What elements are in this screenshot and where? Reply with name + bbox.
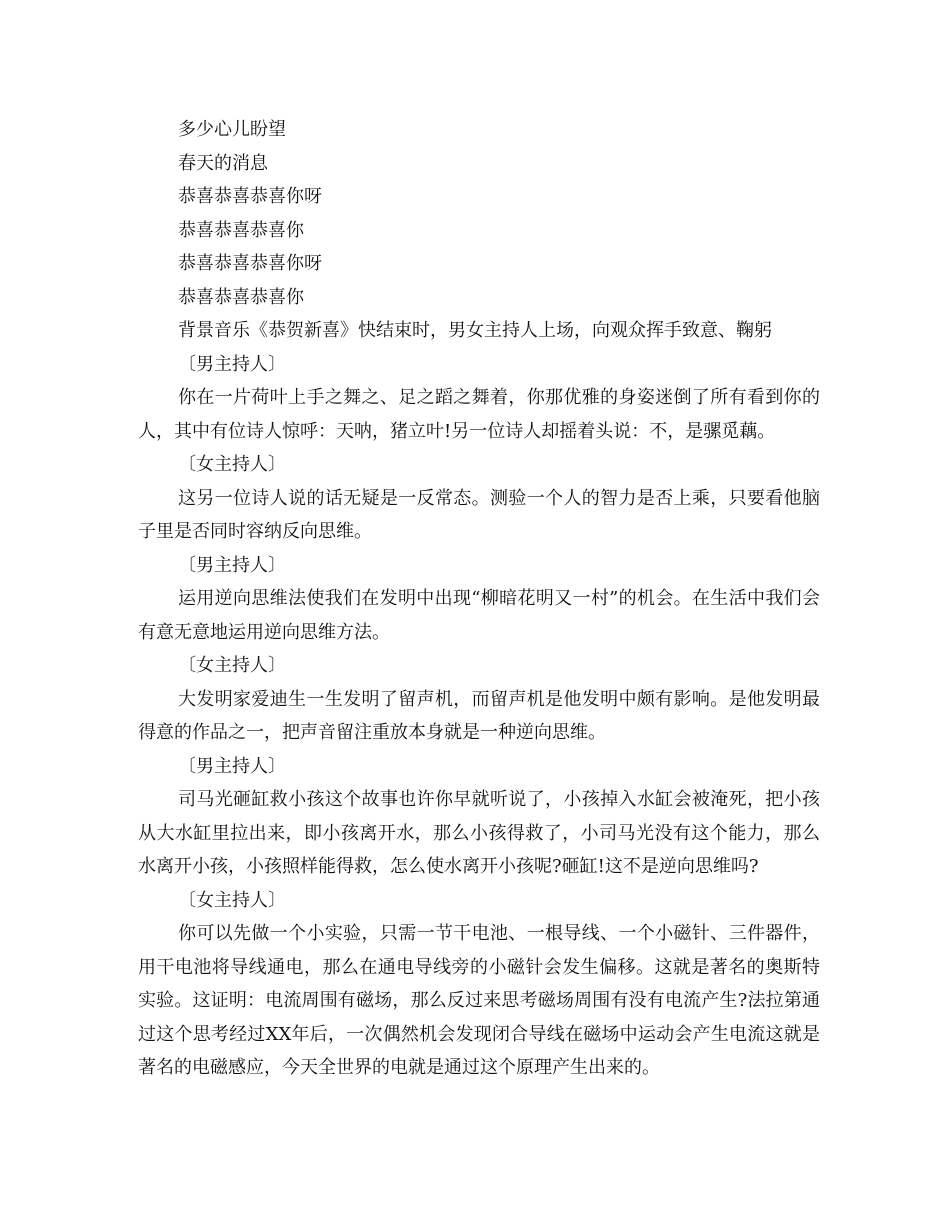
dialogue-paragraph: 司马光砸缸救小孩这个故事也许你早就听说了，小孩掉入水缸会被淹死，把小孩从大水缸里拉出来，即小孩离开水，那么小孩得救了，小司马光没有这个能力，那么水离开小孩，小孩照样能得救，怎么使水离开小孩呢?砸缸!这不是逆向思维吗?	[138, 789, 820, 877]
dialogue-paragraph: 大发明家爱迪生一生发明了留声机，而留声机是他发明中颇有影响。是他发明最得意的作品之一，把声音留注重放本身就是一种逆向思维。	[138, 688, 820, 743]
stage-direction: 背景音乐《恭贺新喜》快结束时，男女主持人上场，向观众挥手致意、鞠躬	[178, 320, 772, 341]
speaker-label: 〔男主持人〕	[178, 554, 286, 576]
dialogue-paragraph: 这另一位诗人说的话无疑是一反常态。测验一个人的智力是否上乘，只要看他脑子里是否同时容纳反向思维。	[138, 487, 820, 542]
dialogue-paragraph: 你在一片荷叶上手之舞之、足之蹈之舞着，你那优雅的身姿迷倒了所有看到你的人，其中有位诗人惊呼：天呐，猪立叶!另一位诗人却摇着头说：不，是骡觅藕。	[138, 387, 820, 442]
lyric-line: 恭喜恭喜恭喜你呀	[178, 253, 322, 274]
lyric-line: 恭喜恭喜恭喜你	[178, 286, 304, 308]
speaker-label: 〔女主持人〕	[178, 655, 286, 676]
lyric-line: 春天的消息	[178, 152, 268, 174]
speaker-label: 〔女主持人〕	[178, 889, 286, 911]
lyric-line: 多少心儿盼望	[178, 119, 286, 140]
speaker-label: 〔男主持人〕	[178, 353, 286, 375]
lyric-line: 恭喜恭喜恭喜你	[178, 219, 304, 241]
dialogue-paragraph: 你可以先做一个小实验，只需一节干电池、一根导线、一个小磁针、三件器件，用干电池将导线通电，那么在通电导线旁的小磁针会发生偏移。这就是著名的奥斯特实验。这证明：电流周围有磁场，那么反过来思考磁场周围有没有电流产生?法拉第通过这个思考经过XX年后，一次偶然机会发现闭合导线在磁场中运动会产生电流这就是著名的电磁感应，今天全世界的电就是通过这个原理产生出来的。	[138, 923, 820, 1078]
speaker-label: 〔男主持人〕	[178, 755, 286, 777]
lyric-line: 恭喜恭喜恭喜你呀	[178, 186, 322, 207]
dialogue-paragraph: 运用逆向思维法使我们在发明中出现“柳暗花明又一村”的机会。在生活中我们会有意无意地运用逆向思维方法。	[138, 588, 820, 643]
speaker-label: 〔女主持人〕	[178, 454, 286, 475]
